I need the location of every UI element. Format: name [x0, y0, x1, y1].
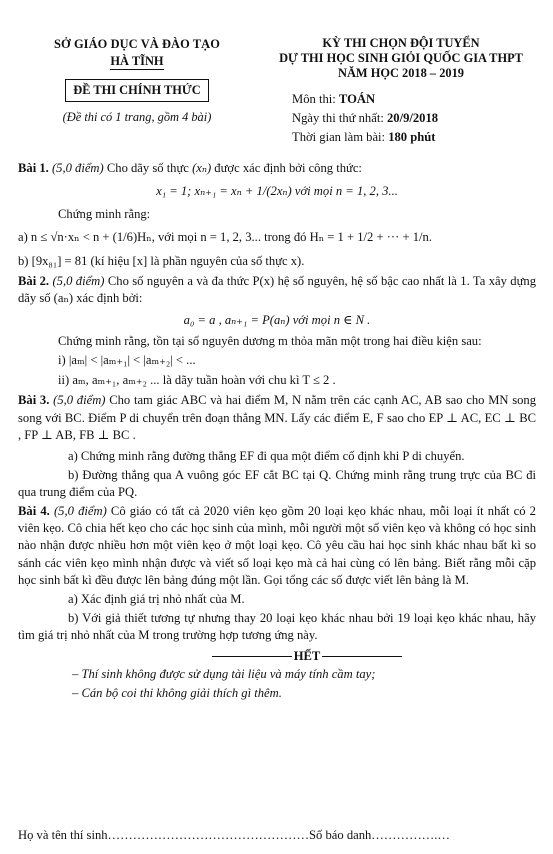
date-row — [292, 109, 546, 128]
end-dash-right — [322, 656, 402, 657]
note-item: – Cán bộ coi thi không giải thích gì thêm. — [72, 685, 282, 700]
exam-body — [18, 160, 536, 702]
problem-3-text: Cho tam giác ABC và hai điểm M, N nằm trên các cạnh AC, AB sao cho MN song song với BC. Điểm P di chuyển trên đoạn thẳng MN. Lấy các điểm E, F sao cho EP ⊥ AC, EC ⊥ BC , FP ⊥ AB, FB ⊥ BC . — [18, 393, 537, 442]
end-marker — [18, 648, 536, 665]
exam-notes — [18, 665, 536, 702]
date-label: Ngày thi thứ nhất: — [292, 111, 387, 126]
problem-1-formula: x₁ = 1; xₙ₊₁ = xₙ + 1/(2xₙ) với mọi n = 1, 2, 3... — [156, 184, 398, 199]
problem-4-statement — [18, 503, 536, 589]
problem-2-condition-i: i) |aₘ| < |aₘ₊₁| < |aₘ₊₂| < ... — [58, 353, 196, 368]
problem-1-statement — [18, 160, 536, 177]
header-left — [18, 36, 256, 126]
time-value: 180 phút — [388, 130, 436, 145]
time-row — [292, 128, 546, 147]
department-name: SỞ GIÁO DỤC VÀ ĐÀO TẠO — [54, 37, 220, 51]
date-value: 20/9/2018 — [386, 111, 439, 126]
problem-2-prove: Chứng minh rằng, tồn tại số nguyên dương m thỏa mãn một trong hai điều kiện sau: — [58, 334, 482, 348]
problem-2-label: Bài 2. — [18, 273, 50, 288]
problem-1-part-a: a) n ≤ √n·xₙ < n + (1/6)Hₙ, với mọi n = 1, 2, 3... trong đó Hₙ = 1 + 1/2 + ··· + 1/n. — [18, 230, 432, 245]
end-word: HẾT — [293, 649, 321, 664]
problem-2-text: Cho số nguyên a và đa thức P(x) hệ số nguyên, hệ số bậc cao nhất là 1. Ta xây dựng dãy số (aₙ) xác định bởi: — [18, 273, 536, 305]
subject-value: TOÁN — [338, 92, 376, 107]
problem-1-intro-b: được xác định bởi công thức: — [211, 161, 362, 175]
official-exam-label: ĐỀ THI CHÍNH THỨC — [65, 79, 209, 102]
province-name: HÀ TĨNH — [110, 54, 163, 71]
problem-4-points: (5,0 điểm) — [53, 504, 107, 519]
problem-1-intro-a: Cho dãy số thực — [103, 161, 193, 175]
problem-1-label: Bài 1. — [18, 161, 49, 175]
time-label: Thời gian làm bài: — [292, 130, 389, 145]
problem-2-points: (5,0 điểm) — [52, 273, 105, 288]
problem-2-formula: a₀ = a , aₙ₊₁ = P(aₙ) với mọi n ∈ N . — [183, 312, 371, 327]
exam-info — [256, 90, 546, 147]
exam-title-line-3: NĂM HỌC 2018 – 2019 — [338, 66, 464, 81]
problem-3-part-b: b) Đường thẳng qua A vuông góc EF cắt BC tại Q. Chứng minh rằng trung trực của BC đi qua trung điểm của PQ. — [18, 467, 536, 499]
problem-4-part-b: b) Với giả thiết tương tự nhưng thay 20 loại kẹo khác nhau bởi 19 loại kẹo khác nhau, hãy tìm giá trị nhỏ nhất của M trong trường hợp tương ứng này. — [18, 610, 536, 642]
problem-2-statement — [18, 273, 536, 307]
problem-4-part-a: a) Xác định giá trị nhỏ nhất của M. — [68, 591, 245, 606]
note-item: – Thí sinh không được sử dụng tài liệu và máy tính cầm tay; — [72, 667, 376, 682]
exam-title-line-2: DỰ THI HỌC SINH GIỎI QUỐC GIA THPT — [279, 51, 523, 66]
problem-1-points: (5,0 điểm) — [51, 161, 104, 175]
problem-1-prove: Chứng minh rằng: — [58, 207, 151, 222]
problem-3-label: Bài 3. — [18, 393, 50, 408]
header-right — [256, 36, 546, 147]
candidate-signature-line: Họ và tên thí sinh…………………………………………Số báo danh…………….… — [18, 828, 451, 842]
problem-3-points: (5,0 điểm) — [53, 393, 106, 408]
exam-title-line-1: KỲ THI CHỌN ĐỘI TUYỂN — [322, 36, 480, 50]
problem-3-statement — [18, 392, 536, 443]
problem-1-sequence: (xₙ) — [192, 161, 212, 175]
problem-4-label: Bài 4. — [18, 504, 50, 519]
problem-2-condition-ii: ii) aₘ, aₘ₊₁, aₘ₊₂ ... là dãy tuần hoàn với chu kì T ≤ 2 . — [58, 373, 336, 388]
end-dash-left — [212, 656, 292, 657]
problem-4-text: Cô giáo có tất cả 2020 viên kẹo gồm 20 loại kẹo khác nhau, mỗi loại ít nhất có 2 viên kẹo. Cô chia hết kẹo cho các học sinh của mình, mỗi người một số viên kẹo và không có học sinh nào nhận được nhiều hơn một viên kẹo ở một loại kẹo. Cô yêu cầu hai học sinh khác nhau bất kì so sánh các viên kẹo mình nhận được và viết số loại kẹo mà cả hai cùng có lên bảng. Biết rằng mỗi cặp học sinh bất kì đều được lên bảng đúng một lần. Gọi tổng các số được viết lên bảng là M. — [18, 504, 536, 587]
pages-note: (Đề thi có 1 trang, gồm 4 bài) — [62, 110, 212, 125]
subject-row — [292, 90, 546, 109]
subject-label: Môn thi: — [292, 92, 339, 107]
problem-3-part-a: a) Chứng minh rằng đường thẳng EF đi qua một điểm cố định khi P di chuyển. — [68, 448, 465, 463]
problem-1-part-b: b) [9x₈₁] = 81 (kí hiệu [x] là phần nguyên của số thực x). — [18, 253, 305, 268]
